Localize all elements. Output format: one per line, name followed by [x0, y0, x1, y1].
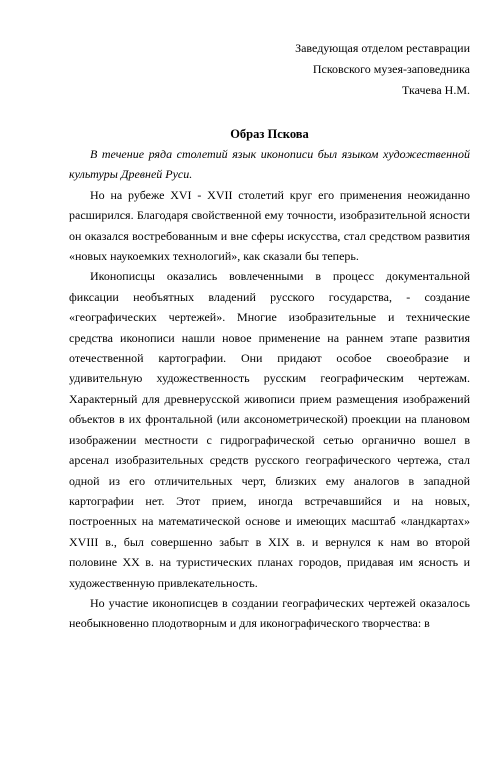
document-title: Образ Пскова — [230, 127, 309, 141]
author-organization: Псковского музея-заповедника — [312, 62, 470, 76]
document-body — [69, 144, 470, 634]
author-name: Ткачева Н.М. — [401, 83, 470, 97]
intro-paragraph: В течение ряда столетий язык иконописи был языком художественной культуры Древней Руси. — [69, 147, 470, 182]
author-position: Заведующая отделом реставрации — [295, 41, 470, 55]
author-block — [69, 38, 470, 101]
paragraph-2: Иконописцы оказались вовлеченными в процесс документальной фиксации необъятных владений русского государства, - создание «географических чертежей». Многие изобразительные и технические средства иконописи нашли новое применение на раннем этапе развития отечественной картографии. Они придают особое своеобразие и удивительную художественность русским географическим чертежам. Характерный для древнерусской живописи прием размещения изображений объектов в их фронтальной (или аксонометрической) проекции на плановом изображении местности с гидрографической сетью органично вошел в арсенал изобразительных средств русского географического чертежа, стал одной из его отличительных черт, близких ему аналогов в западной картографии нет. Этот прием, иногда встречавшийся и на новых, построенных на математической основе и имеющих масштаб «ландкартах» XVIII в., был совершенно забыт в XIX в. и вернулся к нам во второй половине XX в. на туристических планах городов, придавая им ясность и художественную привлекательность. — [69, 269, 470, 590]
paragraph-1: Но на рубеже XVI - XVII столетий круг его применения неожиданно расширился. Благодаря свойственной ему точности, изобразительной ясности он оказался востребованным и вне сферы искусства, стал средством развития «новых наукоемких технологий», как сказали бы теперь. — [69, 187, 470, 264]
paragraph-3: Но участие иконописцев в создании географических чертежей оказалось необыкновенно плодотворным и для иконографического творчества: в — [69, 595, 470, 631]
